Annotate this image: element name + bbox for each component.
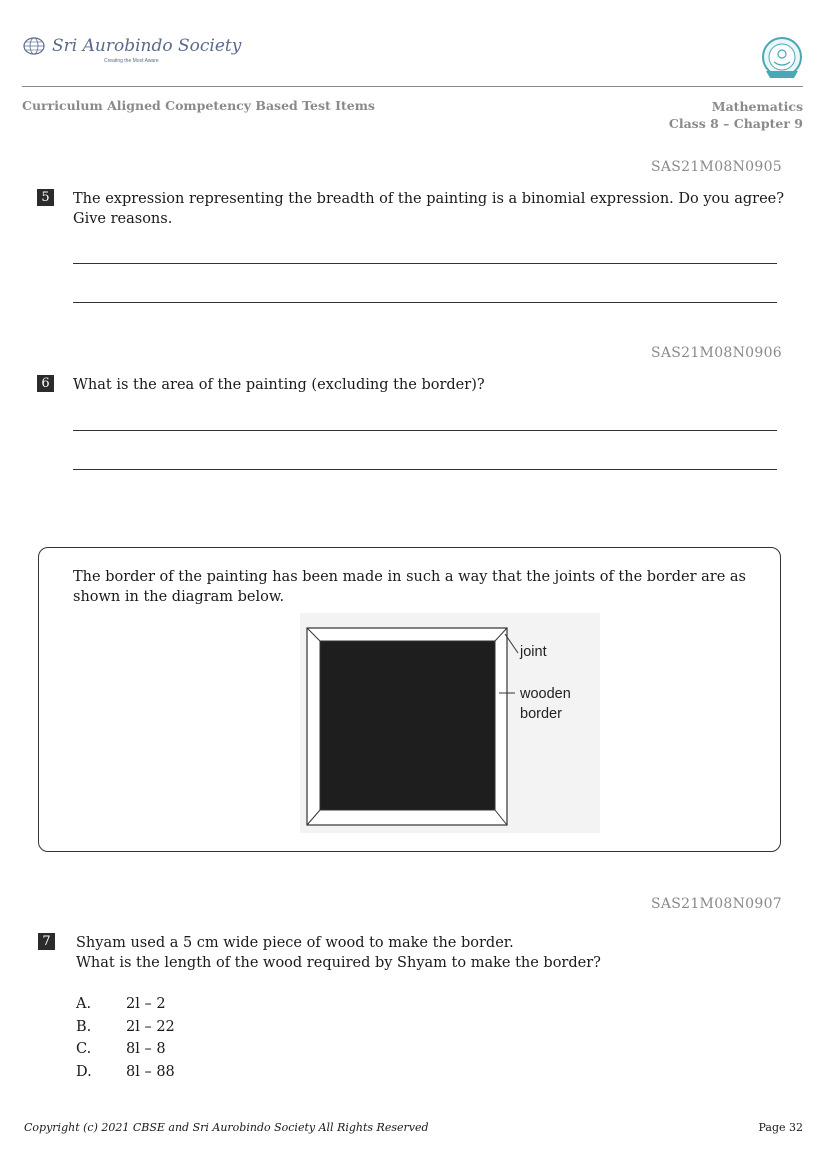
answer-line[interactable]: [73, 469, 777, 470]
answer-line[interactable]: [73, 263, 777, 264]
question-line: What is the length of the wood required by Shyam to make the border?: [76, 955, 601, 971]
question-text: What is the area of the painting (excluding the border)?: [73, 377, 485, 393]
option-letter: D.: [76, 1063, 92, 1080]
option-letter: B.: [76, 1018, 92, 1035]
document-title: Curriculum Aligned Competency Based Test Items: [22, 98, 375, 113]
question-number: 7: [38, 933, 55, 950]
question-number: 6: [37, 375, 54, 392]
option-text: 2l – 2: [126, 996, 166, 1012]
subject-label: Mathematics: [711, 99, 803, 114]
org-tagline: Creating the Most Aware: [104, 58, 159, 64]
joint-label: joint: [520, 644, 547, 660]
copyright-notice: Copyright (c) 2021 CBSE and Sri Aurobindo Society All Rights Reserved: [24, 1121, 429, 1134]
question-text: The expression representing the breadth of the painting is a binomial expression. Do you agree? Give reasons.: [73, 191, 785, 227]
answer-line[interactable]: [73, 430, 777, 431]
cbse-emblem-icon: [760, 35, 804, 85]
subject-info: [669, 98, 803, 132]
header-divider: [22, 86, 803, 87]
class-chapter-label: Class 8 – Chapter 9: [668, 116, 803, 131]
option-a[interactable]: [76, 993, 175, 1016]
option-text: 8l – 88: [126, 1063, 175, 1080]
wooden-label: wooden: [520, 686, 571, 702]
answer-line[interactable]: [73, 302, 777, 303]
border-joint-diagram: [300, 613, 600, 837]
question-code: SAS21M08N0905: [650, 159, 782, 175]
question-code: SAS21M08N0906: [650, 345, 782, 361]
option-d[interactable]: [76, 1061, 175, 1084]
options-list: [76, 993, 175, 1083]
option-letter: C.: [76, 1041, 92, 1057]
option-text: 2l – 22: [126, 1018, 175, 1035]
option-c[interactable]: [76, 1038, 175, 1061]
sri-aurobindo-logo: [22, 35, 242, 64]
question-number: 5: [37, 189, 54, 206]
question-code: SAS21M08N0907: [650, 896, 782, 912]
border-label: border: [520, 706, 562, 722]
page-number: Page 32: [758, 1121, 803, 1134]
info-box-text: The border of the painting has been made in such a way that the joints of the border are as shown in the diagram below.: [73, 569, 746, 605]
option-text: 8l – 8: [126, 1041, 166, 1057]
question-line: Shyam used a 5 cm wide piece of wood to make the border.: [76, 935, 514, 951]
question-text: [76, 933, 776, 973]
org-name: Sri Aurobindo Society: [52, 35, 242, 56]
globe-icon: [22, 36, 46, 56]
option-b[interactable]: [76, 1016, 175, 1039]
painting: [320, 641, 495, 810]
option-letter: A.: [76, 996, 92, 1012]
